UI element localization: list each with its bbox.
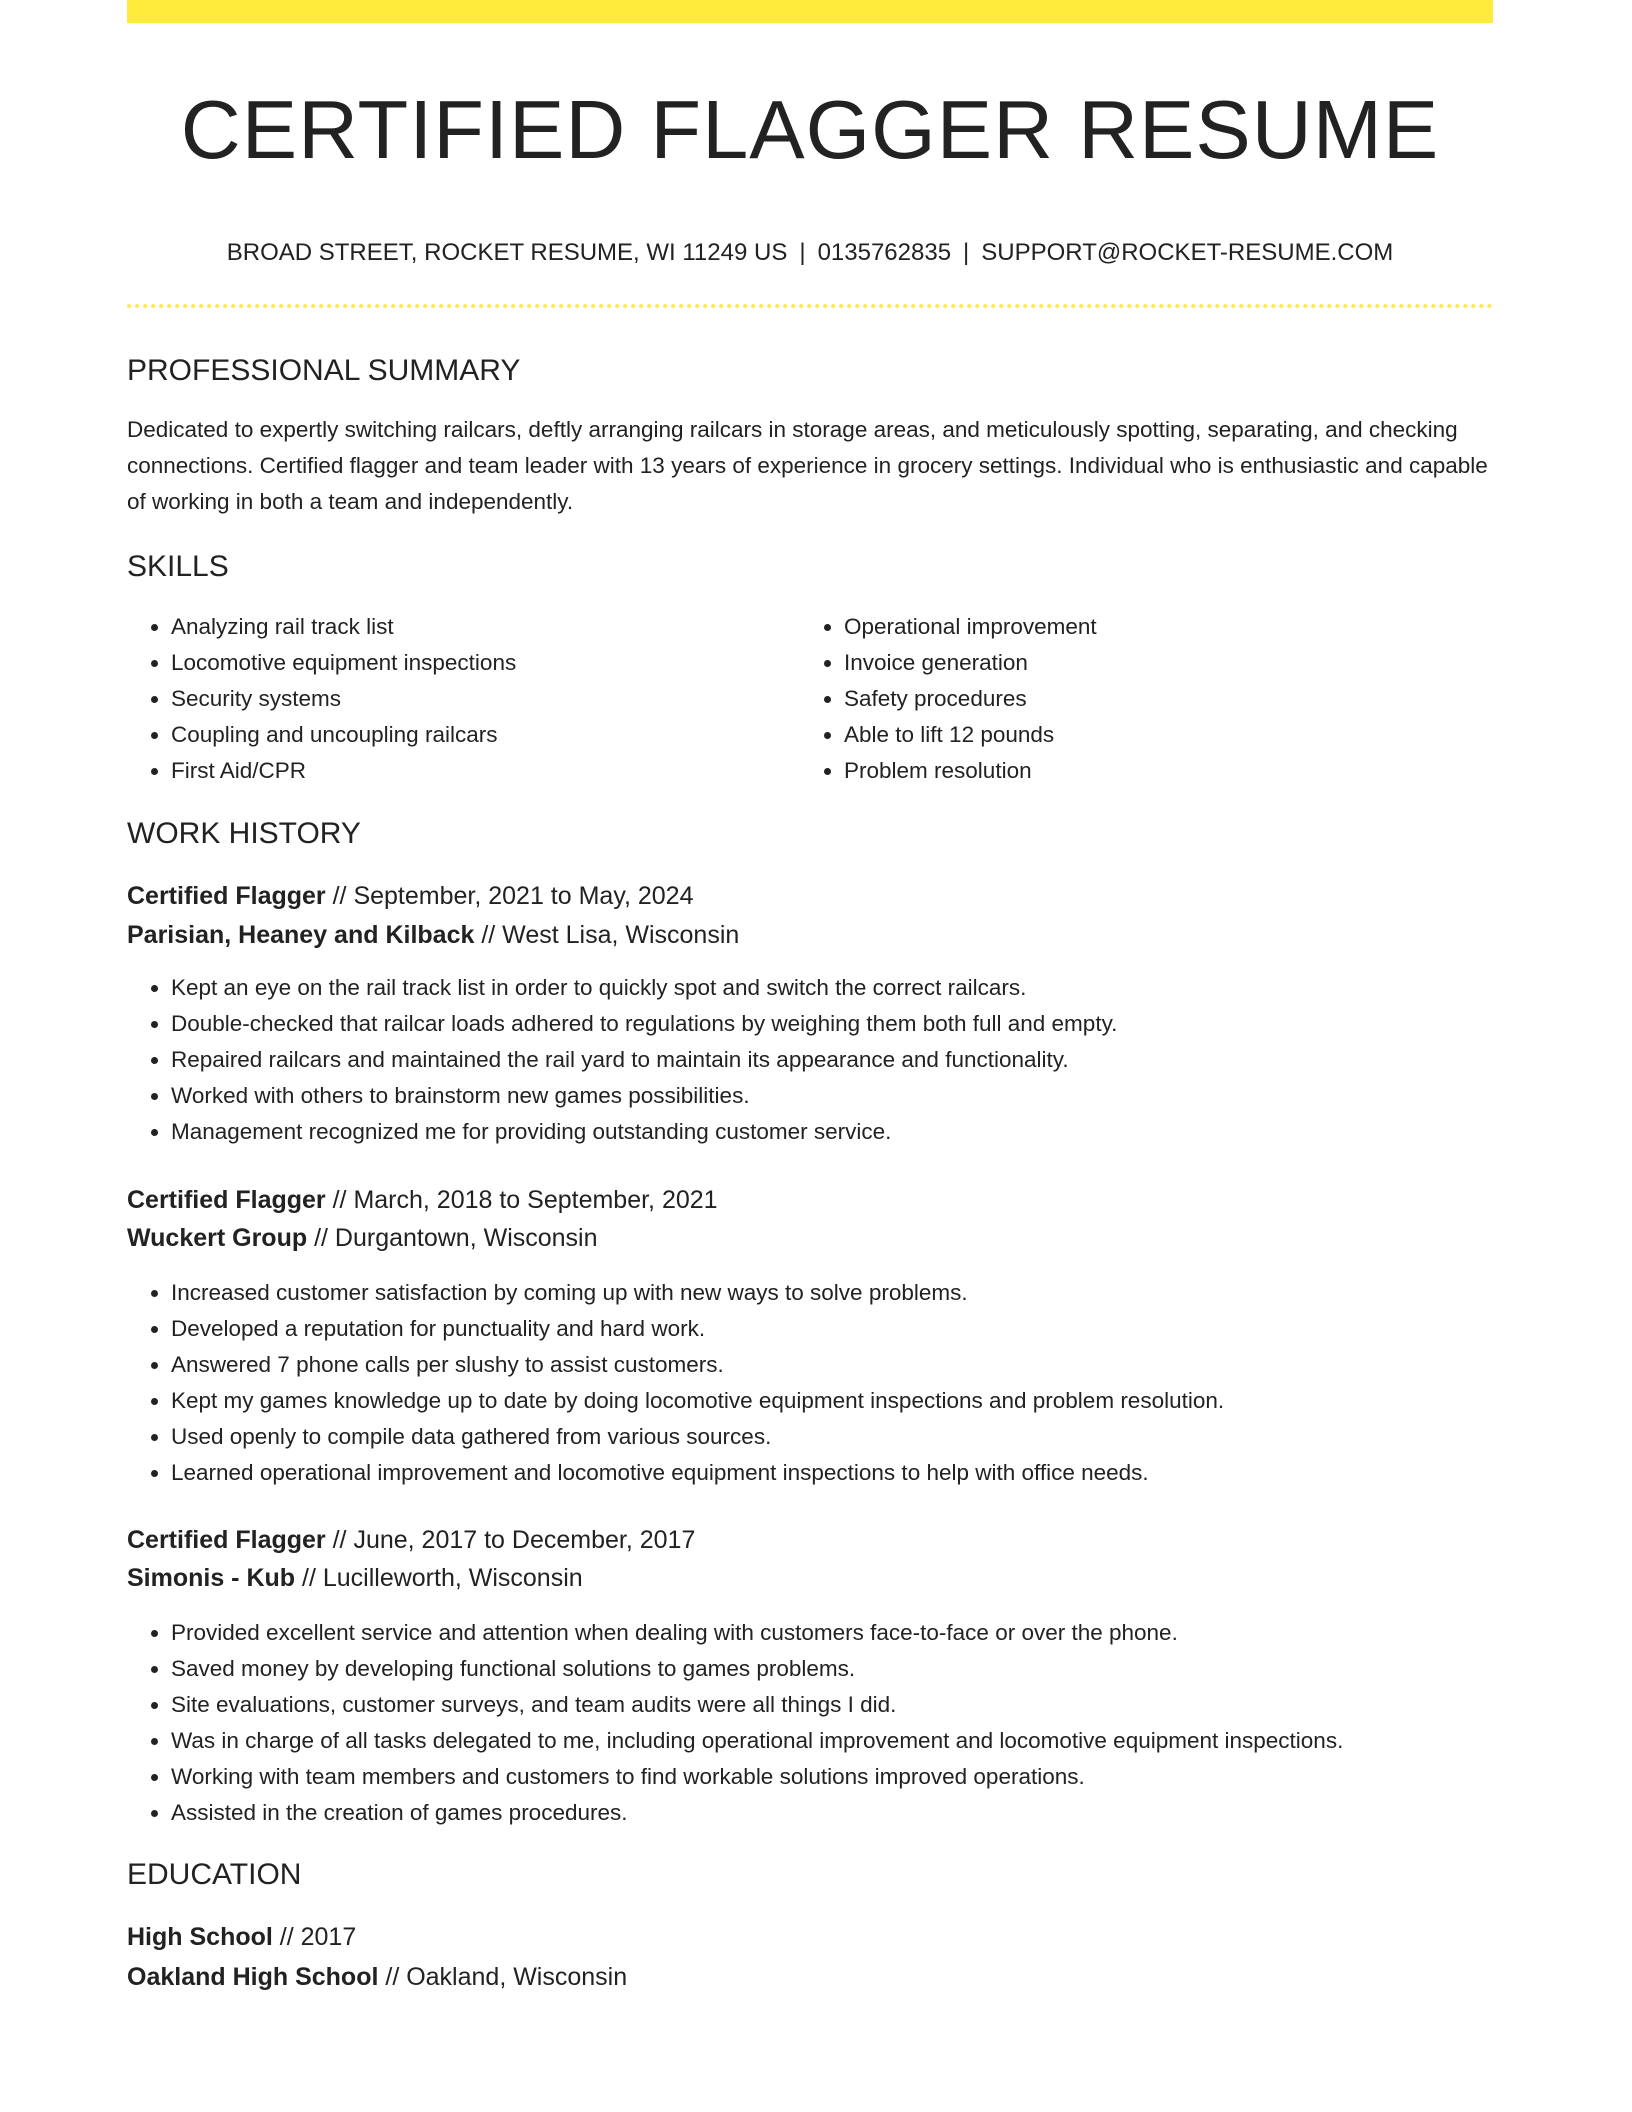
skills-column-right xyxy=(800,609,1097,789)
skill-item: • Invoice generation xyxy=(844,645,1097,681)
address: BROAD STREET, ROCKET RESUME, WI 11249 US xyxy=(226,239,788,266)
job-bullet: • Developed a reputation for punctuality and hard work. xyxy=(171,1311,1493,1347)
job-dates: // March, 2018 to September, 2021 xyxy=(325,1186,718,1214)
company-name: Simonis - Kub xyxy=(127,1564,296,1592)
accent-top-bar xyxy=(127,0,1493,23)
job-location: // Lucilleworth, Wisconsin xyxy=(295,1564,583,1592)
job-bullet: • Learned operational improvement and locomotive equipment inspections to help with office needs. xyxy=(171,1455,1493,1491)
job-bullet: • Site evaluations, customer surveys, and team audits were all things I did. xyxy=(171,1687,1493,1723)
job-role: Certified Flagger xyxy=(127,882,326,910)
job-bullet: • Provided excellent service and attention when dealing with customers face-to-face or over the phone. xyxy=(171,1615,1493,1651)
resume-title: CERTIFIED FLAGGER RESUME xyxy=(180,83,1440,176)
job-bullet: • Double-checked that railcar loads adhered to regulations by weighing them both full and empty. xyxy=(171,1006,1493,1042)
job-bullet: • Worked with others to brainstorm new games possibilities. xyxy=(171,1078,1493,1114)
job-company-line xyxy=(127,1219,598,1257)
job-bullet: • Repaired railcars and maintained the rail yard to maintain its appearance and functionality. xyxy=(171,1042,1493,1078)
job-bullets xyxy=(127,970,1493,1150)
job-bullet: • Saved money by developing functional solutions to games problems. xyxy=(171,1651,1493,1687)
job-bullet: • Answered 7 phone calls per slushy to assist customers. xyxy=(171,1347,1493,1383)
contact-separator: | xyxy=(963,239,970,266)
job-bullet: • Working with team members and customers to find workable solutions improved operations. xyxy=(171,1759,1493,1795)
dotted-divider xyxy=(127,304,1493,308)
job-dates: // June, 2017 to December, 2017 xyxy=(325,1526,696,1554)
job-bullet: • Was in charge of all tasks delegated to me, including operational improvement and locomotive equipment inspections. xyxy=(171,1723,1493,1759)
job-title-line xyxy=(127,877,693,915)
summary-text: Dedicated to expertly switching railcars, deftly arranging railcars in storage areas, and meticulously spotting, separating, and checking connections. Certified flagger and team leader with 13 years of experience in grocery settings. Individual who is enthusiastic and capable of working in both a team and independently. xyxy=(127,417,1488,514)
contact-separator: | xyxy=(799,239,806,266)
education-school-line xyxy=(127,1958,627,1996)
summary-heading: PROFESSIONAL SUMMARY xyxy=(127,354,521,387)
skill-item: • Security systems xyxy=(171,681,516,717)
graduation-year: // 2017 xyxy=(272,1923,357,1951)
degree: High School xyxy=(127,1923,273,1951)
job-bullet: • Increased customer satisfaction by coming up with new ways to solve problems. xyxy=(171,1275,1493,1311)
skill-item: • Able to lift 12 pounds xyxy=(844,717,1097,753)
skill-item: • Operational improvement xyxy=(844,609,1097,645)
job-role: Certified Flagger xyxy=(127,1186,326,1214)
skills-column-left xyxy=(127,609,516,789)
job-bullet: • Assisted in the creation of games procedures. xyxy=(171,1795,1493,1831)
job-bullet: • Used openly to compile data gathered from various sources. xyxy=(171,1419,1493,1455)
job-company-line xyxy=(127,916,739,954)
school-name: Oakland High School xyxy=(127,1963,379,1991)
job-bullets xyxy=(127,1275,1493,1491)
skill-item: • Coupling and uncoupling railcars xyxy=(171,717,516,753)
job-dates: // September, 2021 to May, 2024 xyxy=(325,882,694,910)
skill-item: • Locomotive equipment inspections xyxy=(171,645,516,681)
education-degree-line xyxy=(127,1918,356,1956)
skill-item: • Problem resolution xyxy=(844,753,1097,789)
education-heading: EDUCATION xyxy=(127,1858,302,1891)
phone: 0135762835 xyxy=(817,239,952,266)
skill-item: • Analyzing rail track list xyxy=(171,609,516,645)
work-history-heading: WORK HISTORY xyxy=(127,817,361,850)
company-name: Wuckert Group xyxy=(127,1224,308,1252)
skill-item: • Safety procedures xyxy=(844,681,1097,717)
job-company-line xyxy=(127,1559,583,1597)
job-location: // Durgantown, Wisconsin xyxy=(307,1224,598,1252)
contact-line xyxy=(127,238,1493,268)
school-location: // Oakland, Wisconsin xyxy=(378,1963,628,1991)
job-role: Certified Flagger xyxy=(127,1526,326,1554)
skill-item: • First Aid/CPR xyxy=(171,753,516,789)
job-bullet: • Kept my games knowledge up to date by doing locomotive equipment inspections and problem resolution. xyxy=(171,1383,1493,1419)
email: SUPPORT@ROCKET-RESUME.COM xyxy=(981,239,1394,266)
job-bullets xyxy=(127,1615,1493,1831)
job-bullet: • Kept an eye on the rail track list in order to quickly spot and switch the correct railcars. xyxy=(171,970,1493,1006)
job-bullet: • Management recognized me for providing outstanding customer service. xyxy=(171,1114,1493,1150)
job-title-line xyxy=(127,1181,718,1219)
job-title-line xyxy=(127,1521,695,1559)
company-name: Parisian, Heaney and Kilback xyxy=(127,921,475,949)
skills-heading: SKILLS xyxy=(127,550,229,583)
job-location: // West Lisa, Wisconsin xyxy=(474,921,740,949)
